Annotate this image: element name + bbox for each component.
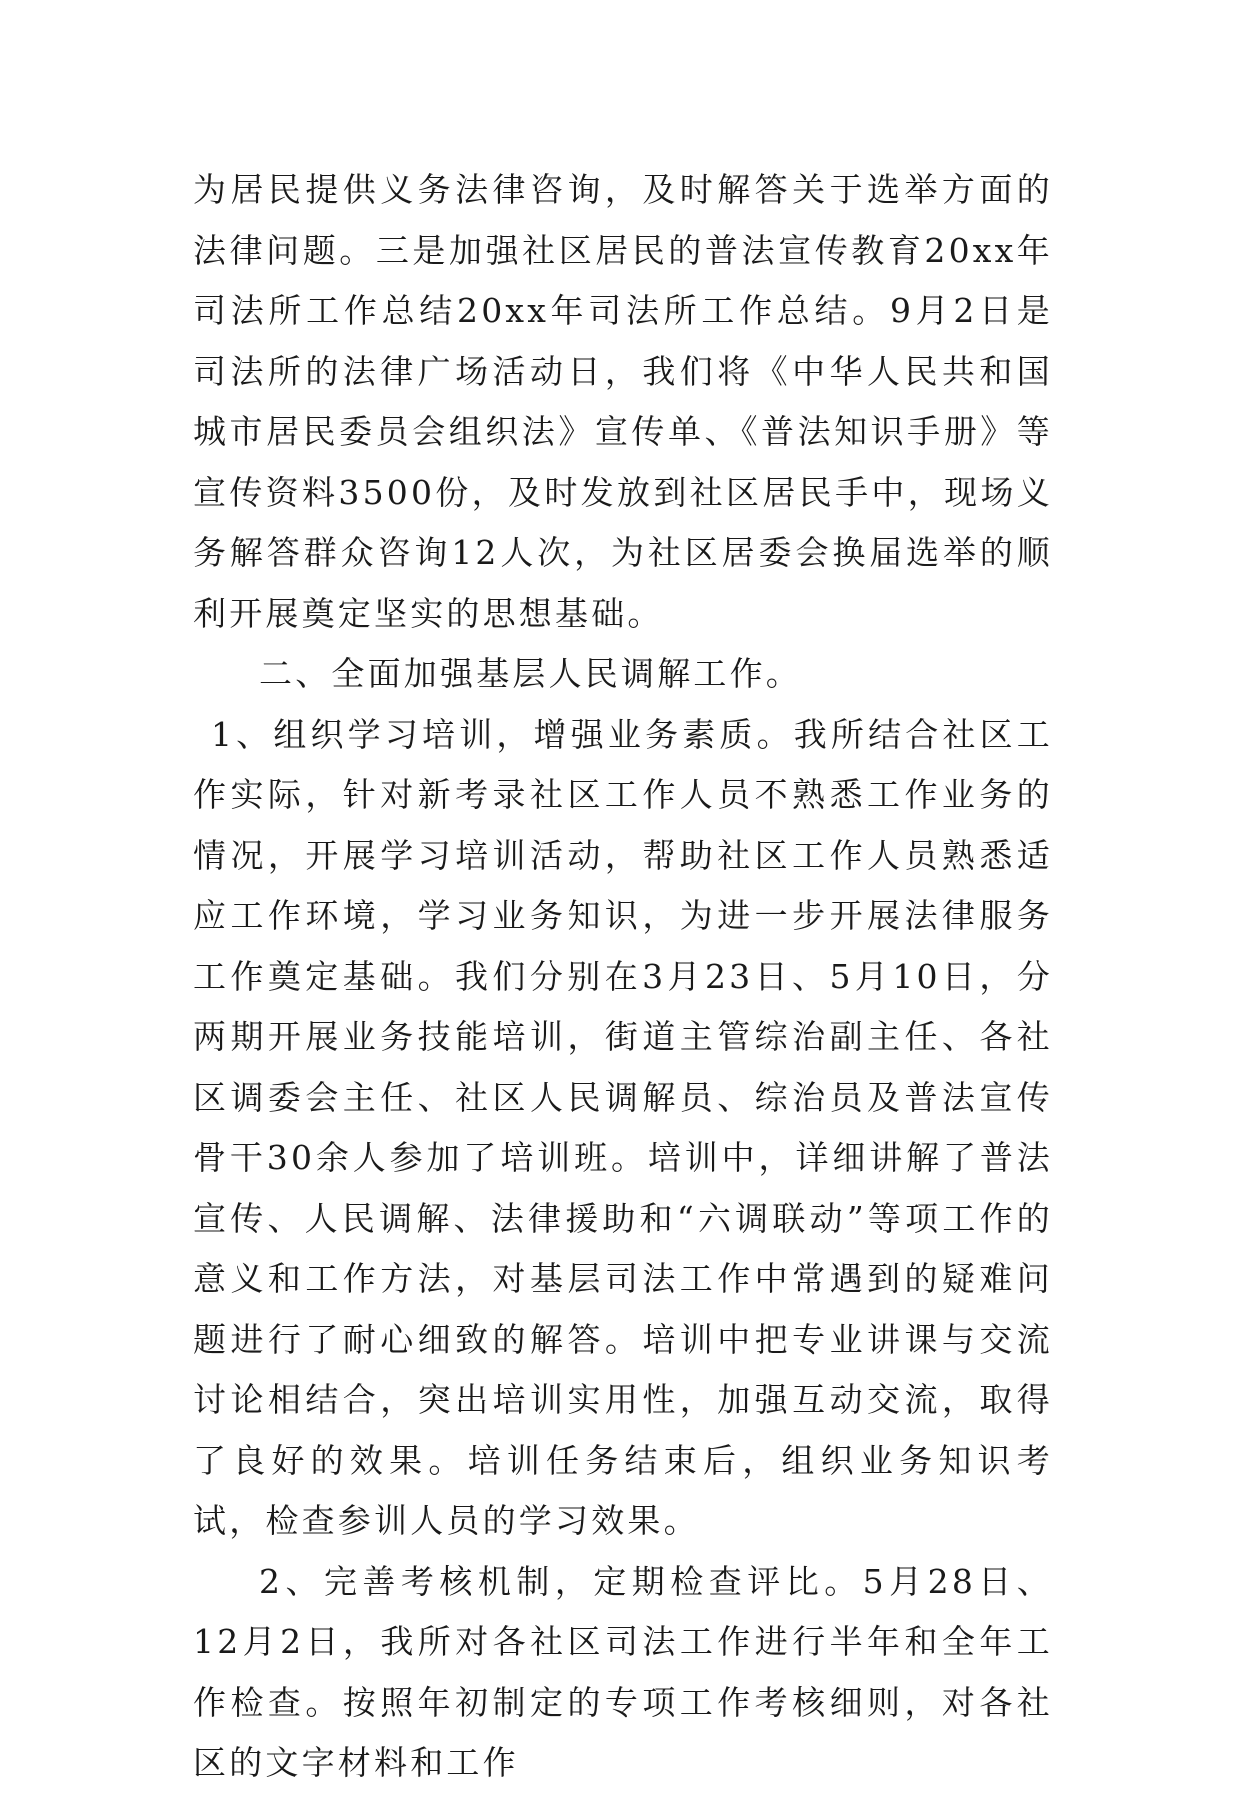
paragraph-item-1: 1、组织学习培训，增强业务素质。我所结合社区工作实际，针对新考录社区工作人员不熟悉工作业务的情况，开展学习培训活动，帮助社区工作人员熟悉适应工作环境，学习业务知识，为进一步开展法律服务工作奠定基础。我们分别在3月23日、5月10日，分两期开展业务技能培训，街道主管综治副主任、各社区调委会主任、社区人民调解员、综治员及普法宣传骨干30余人参加了培训班。培训中，详细讲解了普法宣传、人民调解、法律援助和“六调联动”等项工作的意义和工作方法，对基层司法工作中常遇到的疑难问题进行了耐心细致的解答。培训中把专业讲课与交流讨论相结合，突出培训实用性，加强互动交流，取得了良好的效果。培训任务结束后，组织业务知识考试，检查参训人员的学习效果。 xyxy=(193,714,1053,1540)
paragraph-continuation: 为居民提供义务法律咨询，及时解答关于选举方面的法律问题。三是加强社区居民的普法宣传教育20xx年司法所工作总结20xx年司法所工作总结。9月2日是司法所的法律广场活动日，我们将《中华人民共和国城市居民委员会组织法》宣传单、《普法知识手册》等宣传资料3500份，及时发放到社区居民手中，现场义务解答群众咨询12人次，为社区居委会换届选举的顺利开展奠定坚实的思想基础。 xyxy=(193,170,1053,633)
paragraph-item-2: 2、完善考核机制，定期检查评比。5月28日、12月2日，我所对各社区司法工作进行半年和全年工作检查。按照年初制定的专项工作考核细则，对各社区的文字材料和工作 xyxy=(193,1561,1053,1782)
section-heading-2: 二、全面加强基层人民调解工作。 xyxy=(259,654,802,693)
document-body xyxy=(193,160,1053,1794)
